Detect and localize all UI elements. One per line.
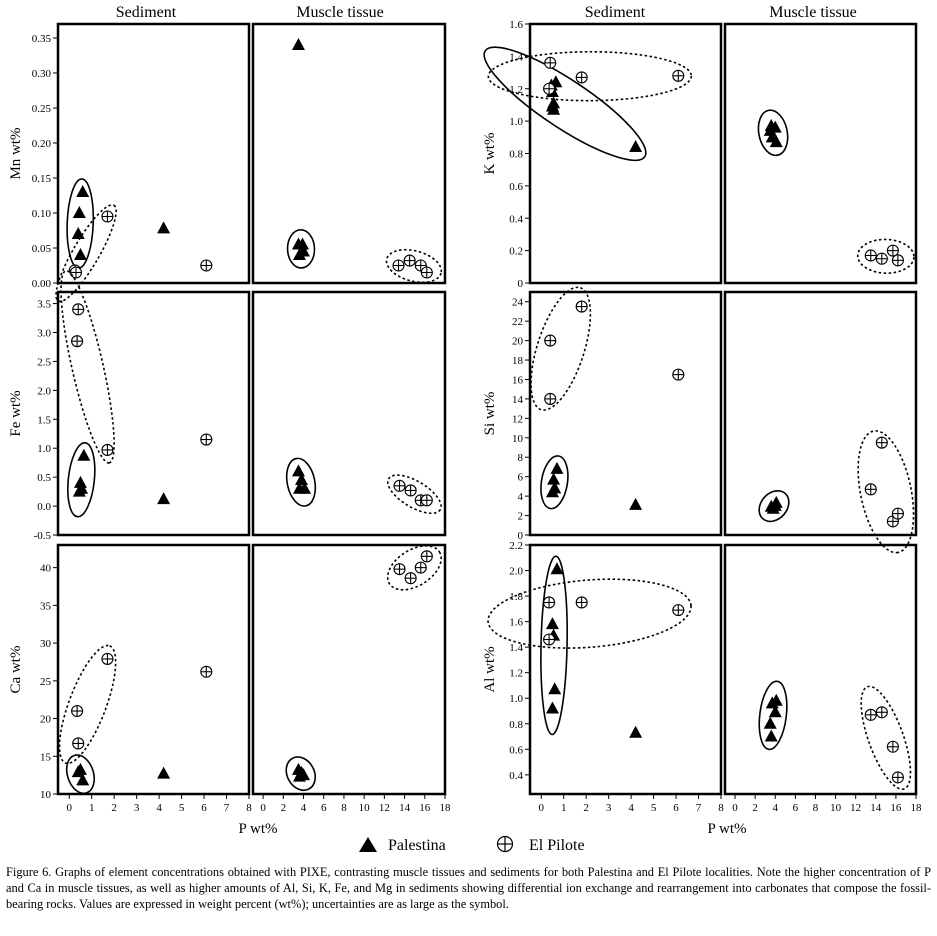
el-pilote-point bbox=[892, 255, 903, 266]
legend-label-palestina: Palestina bbox=[388, 837, 446, 854]
y-axis-label: K wt% bbox=[482, 132, 498, 175]
panel-K-sediment bbox=[472, 19, 721, 290]
x-tick-label: 5 bbox=[178, 802, 185, 814]
y-tick-label: 0.5 bbox=[37, 472, 51, 485]
x-tick-label: 10 bbox=[830, 802, 842, 814]
panel-frame bbox=[530, 24, 721, 283]
el-pilote-point bbox=[576, 597, 587, 608]
y-tick-label: 16 bbox=[512, 374, 523, 387]
palestina-point bbox=[292, 38, 305, 50]
y-axis-label: Al wt% bbox=[482, 646, 498, 693]
panel-Si-sediment bbox=[482, 281, 721, 542]
el-pilote-point bbox=[673, 369, 684, 380]
el-pilote-point bbox=[887, 741, 898, 752]
palestina-point bbox=[157, 221, 170, 233]
col-title-muscle-right: Muscle tissue bbox=[769, 4, 857, 21]
y-tick-label: 2.5 bbox=[37, 356, 51, 369]
x-tick-label: 2 bbox=[111, 802, 117, 814]
el-pilote-point bbox=[72, 706, 83, 717]
panel-Ca-sediment bbox=[8, 545, 252, 814]
el-pilote-point bbox=[405, 573, 416, 584]
panel-Fe-muscle bbox=[253, 292, 447, 535]
el-pilote-point bbox=[72, 336, 83, 347]
x-tick-label: 3 bbox=[605, 802, 612, 814]
el-pilote-point bbox=[421, 495, 432, 506]
y-axis-label: Mn wt% bbox=[8, 127, 24, 180]
legend-triangle-icon bbox=[359, 837, 377, 852]
panel-K-muscle bbox=[725, 24, 916, 283]
y-tick-label: 0 bbox=[517, 530, 523, 542]
y-tick-label: 0.8 bbox=[509, 718, 523, 731]
palestina-point bbox=[629, 140, 642, 152]
y-tick-label: 22 bbox=[512, 316, 523, 329]
y-tick-label: 14 bbox=[512, 393, 523, 406]
x-tick-label: 16 bbox=[890, 802, 902, 814]
panel-Al-sediment bbox=[482, 540, 724, 814]
y-axis-label: Ca wt% bbox=[8, 645, 24, 694]
y-tick-label: 0.4 bbox=[509, 213, 523, 226]
y-tick-label: 30 bbox=[40, 638, 51, 651]
panel-Mn-sediment bbox=[8, 24, 249, 308]
y-tick-label: 6 bbox=[517, 471, 523, 484]
el-pilote-point bbox=[421, 551, 432, 562]
y-tick-label: 1.4 bbox=[509, 51, 523, 64]
el-pilote-point bbox=[892, 772, 903, 783]
x-tick-label: 0 bbox=[260, 802, 266, 814]
y-tick-label: 1.5 bbox=[37, 414, 51, 427]
y-tick-label: 0.00 bbox=[31, 278, 51, 290]
palestina-point bbox=[292, 464, 305, 476]
el-pilote-point bbox=[876, 437, 887, 448]
x-tick-label: 4 bbox=[300, 802, 307, 814]
palestina-point bbox=[157, 492, 170, 504]
x-tick-label: 6 bbox=[673, 802, 679, 814]
y-tick-label: 0.25 bbox=[31, 103, 51, 115]
y-tick-label: 0.0 bbox=[37, 501, 51, 514]
y-tick-label: 24 bbox=[512, 296, 523, 309]
panel-Al-muscle bbox=[725, 545, 922, 814]
palestina-point bbox=[547, 473, 560, 485]
el-pilote-point bbox=[394, 480, 405, 491]
palestina-point bbox=[73, 206, 86, 218]
y-tick-label: -0.5 bbox=[33, 530, 51, 542]
y-tick-label: 1.2 bbox=[509, 83, 523, 96]
panel-frame bbox=[58, 545, 249, 794]
y-tick-label: 1.4 bbox=[509, 642, 523, 655]
x-tick-label: 8 bbox=[812, 802, 819, 814]
x-tick-label: 3 bbox=[133, 802, 140, 814]
el-pilote-point bbox=[102, 211, 113, 222]
legend-circle-plus-icon bbox=[498, 837, 513, 852]
el-pilote-point bbox=[421, 267, 432, 278]
el-pilote-point bbox=[576, 72, 587, 83]
panel-frame bbox=[725, 292, 916, 535]
col-title-sediment-left: Sediment bbox=[115, 4, 177, 21]
el-pilote-point bbox=[405, 485, 416, 496]
legend bbox=[359, 837, 585, 855]
x-tick-label: 16 bbox=[419, 802, 431, 814]
x-tick-label: 14 bbox=[399, 802, 411, 814]
scatter-panels bbox=[8, 19, 923, 814]
col-title-muscle-left: Muscle tissue bbox=[296, 4, 384, 21]
y-tick-label: 40 bbox=[40, 562, 51, 575]
el-pilote-point bbox=[545, 393, 556, 404]
panel-frame bbox=[725, 545, 916, 794]
x-tick-label: 12 bbox=[378, 802, 390, 814]
el-pilote-group-ellipse bbox=[383, 244, 445, 288]
y-tick-label: 0.05 bbox=[31, 243, 51, 255]
x-tick-label: 2 bbox=[280, 802, 287, 814]
el-pilote-group-ellipse bbox=[48, 639, 127, 769]
el-pilote-point bbox=[415, 562, 426, 573]
y-tick-label: 0.8 bbox=[509, 148, 523, 161]
x-tick-label: 4 bbox=[628, 802, 634, 814]
panel-Ca-muscle bbox=[253, 537, 451, 814]
x-axis-label-left: P wt% bbox=[238, 821, 278, 837]
el-pilote-point bbox=[102, 653, 113, 664]
el-pilote-point bbox=[394, 564, 405, 575]
y-axis-label: Si wt% bbox=[482, 391, 498, 436]
palestina-group-ellipse bbox=[472, 31, 658, 177]
y-tick-label: 1.2 bbox=[509, 667, 523, 680]
y-axis-label: Fe wt% bbox=[8, 390, 24, 437]
palestina-point bbox=[629, 498, 642, 510]
x-tick-label: 1 bbox=[88, 802, 95, 814]
y-tick-label: 20 bbox=[512, 335, 523, 348]
y-tick-label: 2.0 bbox=[37, 385, 51, 398]
x-tick-label: 8 bbox=[246, 802, 252, 814]
y-tick-label: 1.6 bbox=[509, 19, 523, 31]
y-tick-label: 10 bbox=[40, 789, 51, 801]
el-pilote-point bbox=[102, 444, 113, 455]
panel-frame bbox=[530, 545, 721, 794]
y-tick-label: 0.20 bbox=[31, 138, 51, 150]
y-tick-label: 1.0 bbox=[509, 693, 523, 706]
palestina-point bbox=[546, 701, 559, 713]
y-tick-label: 0.4 bbox=[509, 769, 523, 782]
y-tick-label: 0.2 bbox=[509, 245, 523, 258]
el-pilote-point bbox=[201, 260, 212, 271]
y-tick-label: 1.8 bbox=[509, 591, 523, 604]
x-tick-label: 1 bbox=[560, 802, 567, 814]
y-tick-label: 0.6 bbox=[509, 744, 523, 757]
y-tick-label: 8 bbox=[517, 452, 523, 465]
y-tick-label: 12 bbox=[512, 413, 523, 426]
panel-frame bbox=[725, 24, 916, 283]
el-pilote-group-ellipse bbox=[851, 681, 921, 795]
x-tick-label: 10 bbox=[358, 802, 370, 814]
panel-Mn-muscle bbox=[253, 24, 445, 288]
el-pilote-point bbox=[545, 57, 556, 68]
x-tick-label: 8 bbox=[718, 802, 724, 814]
el-pilote-group-ellipse bbox=[51, 267, 125, 466]
y-tick-label: 0.35 bbox=[31, 33, 51, 45]
x-tick-label: 0 bbox=[538, 802, 544, 814]
el-pilote-point bbox=[876, 253, 887, 264]
palestina-point bbox=[548, 682, 561, 694]
y-tick-label: 1.0 bbox=[509, 116, 523, 129]
y-tick-label: 2 bbox=[517, 510, 523, 523]
y-tick-label: 0.15 bbox=[31, 173, 51, 185]
palestina-point bbox=[765, 730, 778, 742]
y-tick-label: 2.0 bbox=[509, 565, 523, 578]
el-pilote-point bbox=[201, 666, 212, 677]
palestina-point bbox=[764, 717, 777, 729]
y-tick-label: 0.6 bbox=[509, 180, 523, 193]
x-tick-label: 4 bbox=[156, 802, 162, 814]
x-tick-label: 8 bbox=[341, 802, 347, 814]
el-pilote-point bbox=[865, 250, 876, 261]
x-tick-label: 6 bbox=[201, 802, 207, 814]
el-pilote-point bbox=[404, 255, 415, 266]
panel-frame bbox=[253, 24, 445, 283]
y-tick-label: 15 bbox=[40, 751, 51, 764]
y-tick-label: 25 bbox=[40, 675, 51, 688]
y-tick-label: 3.5 bbox=[37, 298, 51, 311]
el-pilote-point bbox=[73, 304, 84, 315]
y-tick-label: 2.2 bbox=[509, 540, 523, 552]
panel-Si-muscle bbox=[725, 292, 923, 557]
panel-frame bbox=[58, 292, 249, 535]
el-pilote-point bbox=[393, 260, 404, 271]
figure-caption: Figure 6. Graphs of element concentrations obtained with PIXE, contrasting muscle tissues and sediments for both Palestina and El Pilote localities. Note the higher concentration of P and Ca in muscle tissues, as well as higher amounts of Al, Si, K, Fe, and Mg in sediments showing differential ion exchange and rearrangement into carbonates that compose the fossil-bearing rocks. Values are expressed in weight percent (wt%); uncertainties are as large as the symbol. bbox=[6, 865, 931, 911]
y-tick-label: 0.10 bbox=[31, 208, 51, 220]
palestina-point bbox=[157, 767, 170, 779]
palestina-point bbox=[546, 617, 559, 629]
panel-frame bbox=[253, 545, 445, 794]
y-tick-label: 3.0 bbox=[37, 327, 51, 340]
el-pilote-point bbox=[576, 301, 587, 312]
y-tick-label: 1.6 bbox=[509, 616, 523, 629]
x-tick-label: 18 bbox=[439, 802, 451, 814]
y-tick-label: 20 bbox=[40, 713, 51, 726]
el-pilote-point bbox=[865, 709, 876, 720]
panel-frame bbox=[530, 292, 721, 535]
x-tick-label: 7 bbox=[695, 802, 702, 814]
palestina-point bbox=[74, 248, 87, 260]
legend-label-el-pilote: El Pilote bbox=[529, 837, 585, 854]
x-tick-label: 0 bbox=[732, 802, 738, 814]
x-tick-label: 18 bbox=[910, 802, 922, 814]
panel-Fe-sediment bbox=[8, 267, 249, 542]
x-tick-label: 4 bbox=[772, 802, 779, 814]
x-tick-label: 5 bbox=[650, 802, 657, 814]
x-tick-label: 14 bbox=[870, 802, 882, 814]
el-pilote-point bbox=[545, 335, 556, 346]
el-pilote-point bbox=[673, 605, 684, 616]
y-tick-label: 10 bbox=[512, 432, 523, 445]
x-axis-label-right: P wt% bbox=[707, 821, 747, 837]
x-tick-label: 0 bbox=[66, 802, 72, 814]
y-tick-label: 4 bbox=[517, 491, 523, 504]
el-pilote-point bbox=[544, 597, 555, 608]
el-pilote-point bbox=[892, 508, 903, 519]
el-pilote-point bbox=[673, 70, 684, 81]
palestina-point bbox=[77, 449, 90, 461]
y-tick-label: 0 bbox=[517, 278, 523, 290]
y-tick-label: 35 bbox=[40, 600, 51, 613]
el-pilote-point bbox=[544, 634, 555, 645]
palestina-point bbox=[629, 726, 642, 738]
x-tick-label: 2 bbox=[583, 802, 589, 814]
x-tick-label: 2 bbox=[752, 802, 758, 814]
el-pilote-point bbox=[73, 738, 84, 749]
el-pilote-point bbox=[544, 83, 555, 94]
panel-frame bbox=[58, 24, 249, 283]
el-pilote-group-ellipse bbox=[519, 281, 603, 417]
x-tick-label: 12 bbox=[850, 802, 862, 814]
el-pilote-point bbox=[201, 434, 212, 445]
y-tick-label: 1.0 bbox=[37, 443, 51, 456]
palestina-point bbox=[550, 462, 563, 474]
y-tick-label: 0.30 bbox=[31, 68, 51, 80]
col-title-sediment-right: Sediment bbox=[584, 4, 646, 21]
x-tick-label: 6 bbox=[320, 802, 327, 814]
palestina-point bbox=[76, 185, 89, 197]
x-tick-label: 7 bbox=[223, 802, 230, 814]
x-tick-label: 6 bbox=[792, 802, 799, 814]
el-pilote-point bbox=[865, 484, 876, 495]
y-tick-label: 18 bbox=[512, 355, 523, 368]
palestina-point bbox=[72, 227, 85, 239]
el-pilote-point bbox=[876, 707, 887, 718]
